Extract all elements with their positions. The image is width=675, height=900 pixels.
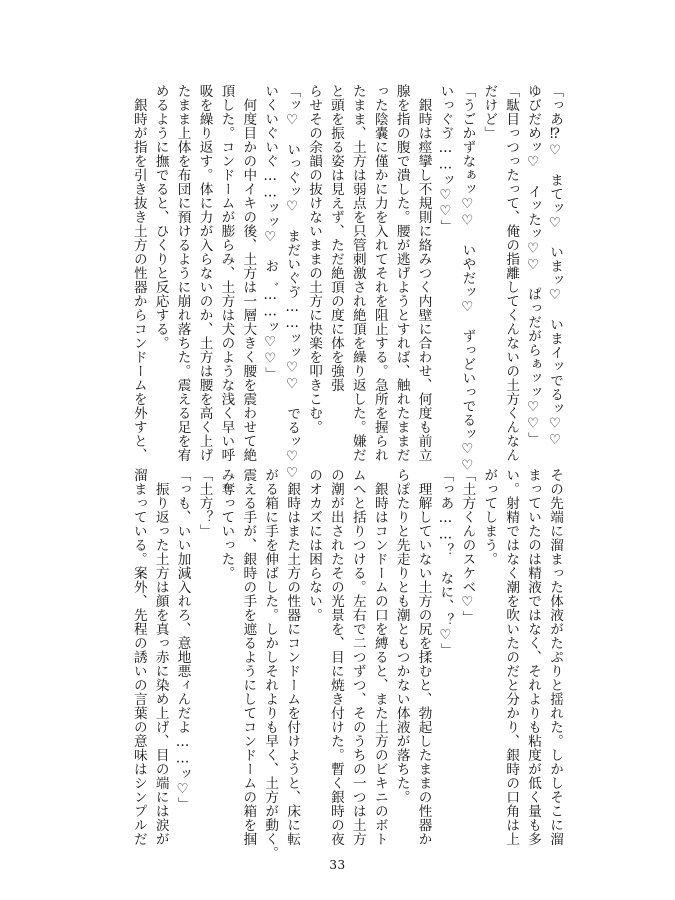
text-line: たまま上体を布団に預けるように崩れ落ちた。震える足を宥 [174,84,191,462]
text-line: 震える手が、銀時の手を遮るようにしてコンドームの箱を掴 [240,468,257,846]
text-line: だけど」 [481,84,498,140]
text-line: 吸を繰り返す。体に力が入らないのか、土方は腰を高く上げ [196,84,213,462]
page-number: 33 [329,858,346,872]
text-line: 「っも、いい加減入れろ、意地悪ィんだよ……ッ♡」 [174,468,191,812]
text-line: 何度目かの中イキの後、土方は一層大きく腰を震わせて絶 [240,84,257,462]
text-line: いくいぐいぐ……ッッ♡ お゛……ッ♡♡」 [262,84,279,381]
text-line: いっぐゔ……ッ♡♡」 [437,84,454,234]
text-line: の潮が出されたその光景を、目に焼き付けた。暫く銀時の夜 [327,468,344,846]
text-line: 振り返った土方は顔を真っ赤に染め上げ、目の端には涙が [152,468,169,846]
text-line: らぽたりと先走りとも潮ともつかない体液が落ちた。 [393,468,410,804]
text-line: その先端に溜まった体液がたぷりと揺れた。しかしそこに溜 [547,468,563,846]
text-line: めるように撫でると、ひくりと反応する。 [152,84,169,350]
text-line: ゆびだめッ♡ イッたッ♡♡ ぱっだがらぁッッ♡♡」 [525,84,542,446]
text-line: と頭を振る姿は見えず、ただ絶頂の度に体を強張 [327,84,344,392]
text-line: 「土方？」 [196,468,213,538]
text-line: がってしまう。 [481,468,498,566]
text-line: らせその余韻の抜けないままの土方に快楽を叩きこむ。 [306,84,323,434]
text-line: のオカズには困らない。 [306,468,323,622]
text-line: み奪っていった。 [218,468,235,580]
text-line: 「駄目っつったって、俺の指離してくんないの土方くんなん [503,84,520,462]
text-line: 「っあ……？ なに、？♡」 [437,468,454,658]
text-line: 銀時はコンドームの口を縛ると、また土方のビキニのボト [371,468,388,846]
text-line: 「っあ⁉︎♡ まてッ♡ いまッ♡ いまイッでるッ♡♡ [547,84,563,449]
text-line: 溜まっている。案外、先程の誘いの言葉の意味はシンプルだ [130,468,147,846]
text-line: 頂した。コンドームが膨らみ、土方は犬のような浅く早い呼 [218,84,235,462]
text-line: 銀時は痙攣し不規則に絡みつく内壁に合わせ、何度も前立 [415,84,432,462]
text-line: った陰嚢に僅かに力を入れてそれを阻止する。急所を握られ [371,84,388,462]
text-line: い。射精ではなく潮を吹いたのだと分かり、銀時の口角は上 [503,468,520,846]
text-line: ムへと括りつける。左右で二つずつ、そのうちの一つは土方 [349,468,366,846]
text-line: 腺を指の腹で潰した。腰が逃げようとすれば、触れたままだ [393,84,410,462]
text-line: がる箱に手を伸ばした。しかしそれよりも早く、土方が動く。 [262,468,279,860]
text-block-bottom [127,468,565,860]
text-block-top [127,84,565,482]
text-line: 銀時はまた土方の性器にコンドームを付けようと、床に転 [284,468,301,846]
text-line: まっていたのは精液ではなく、それよりも粘度が低く量も多 [525,468,542,846]
text-line: 銀時が指を引き抜き土方の性器からコンドームを外すと、 [130,84,147,462]
text-line: 理解していない土方の尻を揉むと、勃起したままの性器か [415,468,432,846]
text-line: たまま、土方は弱点を只管刺激され絶頂を繰り返した。嫌だ [349,84,366,462]
text-line: 「ッ♡ いっぐッ♡ まだいぐゔ……ッッ♡♡ でるッ♡♡ [284,84,301,482]
text-line: 「うごかずなぁッ♡♡ いやだッ♡ ずっどいっでるッ♡♡ [459,84,476,474]
text-line: 「土方くんのスケベ♡」 [459,468,476,625]
